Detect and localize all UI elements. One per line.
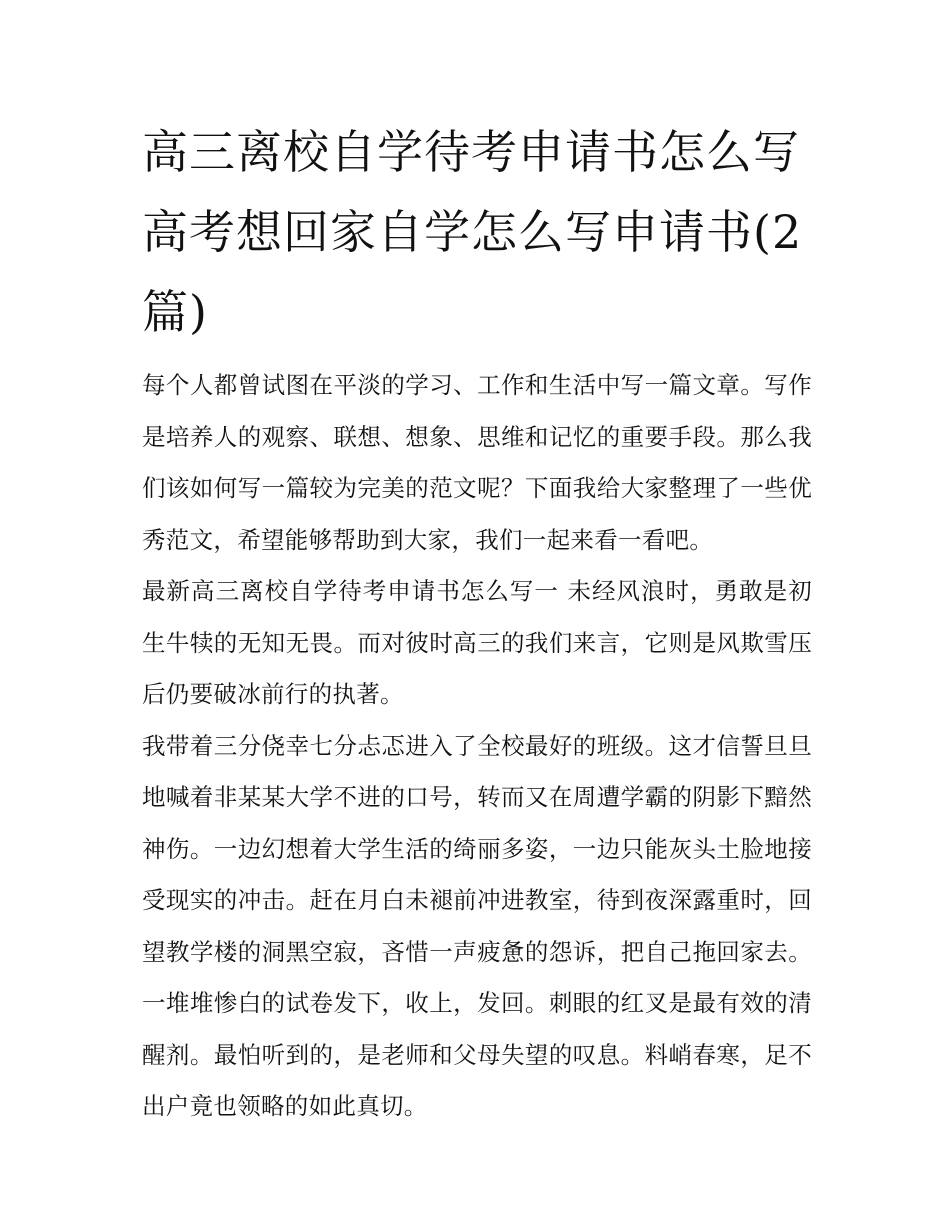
paragraph-intro: 每个人都曾试图在平淡的学习、工作和生活中写一篇文章。写作是培养人的观察、联想、想象、思维和记忆的重要手段。那么我们该如何写一篇较为完美的范文呢？下面我给大家整理了一些优秀范文，希望能够帮助到大家，我们一起来看一看吧。 <box>142 371 812 554</box>
paragraph-story: 我带着三分侥幸七分忐忑进入了全校最好的班级。这才信誓旦旦地喊着非某某大学不进的口号，转而又在周遭学霸的阴影下黯然神伤。一边幻想着大学生活的绮丽多姿，一边只能灰头土脸地接受现实的冲击。赶在月白未褪前冲进教室，待到夜深露重时，回望教学楼的洞黑空寂，吝惜一声疲惫的怨诉，把自己拖回家去。一堆堆惨白的试卷发下，收上，发回。刺眼的红叉是最有效的清醒剂。最怕听到的，是老师和父母失望的叹息。料峭春寒，足不出户竟也领略的如此真切。 <box>142 731 812 1120</box>
document-body <box>142 112 812 1133</box>
document-title: 高三离校自学待考申请书怎么写 高考想回家自学怎么写申请书(2篇) <box>142 125 803 339</box>
paragraph-section-one: 最新高三离校自学待考申请书怎么写一 未经风浪时，勇敢是初生牛犊的无知无畏。而对彼时高三的我们来言，它则是风欺雪压后仍要破冰前行的执著。 <box>142 577 812 708</box>
